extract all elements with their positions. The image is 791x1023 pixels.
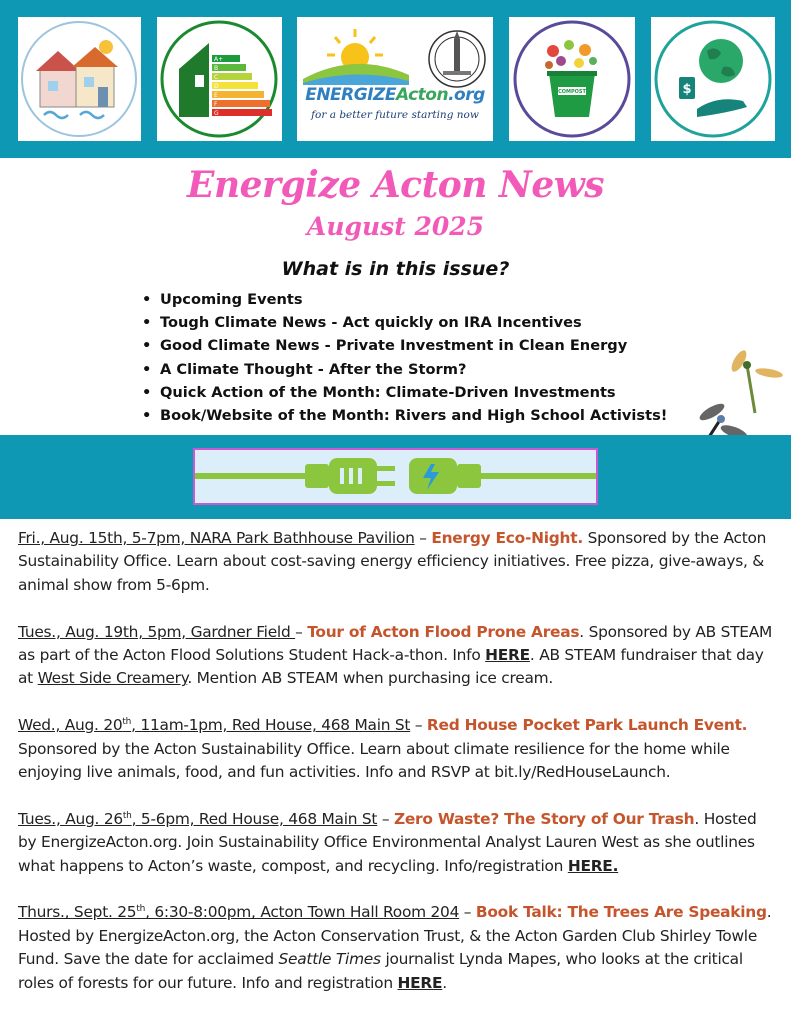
compost-bin-icon [509,17,635,141]
compost-tile [509,17,635,141]
event-item [18,527,778,597]
event-item [18,901,778,995]
dash: – [295,622,308,641]
rating-letter: D [214,83,219,90]
rating-letter: F [214,101,218,108]
event-description: Sponsored by the Acton Sustainability Office. Learn about cost-saving energy efficiency initiatives. Free pizza, give-aways, & animal show from 5-6pm. [18,529,767,594]
event-date: Fri., Aug. 15th, 5-7pm, NARA Park Bathhouse Pavilion [18,529,415,547]
sun-hills-logo-icon [297,17,493,141]
events-list [18,527,778,1018]
event-description: . [442,973,447,992]
ordinal-suffix: th [136,904,146,915]
registration-link[interactable]: HERE [397,973,443,992]
dash: – [414,529,432,547]
event-description: . Hosted by EnergizeActon.org. Join Sustainability Office Environmental Analyst Lauren West as she outlines what happens to Acton’s waste, compost, and recycling. Info/registration [18,809,757,875]
creamery-link[interactable]: West Side Creamery [37,669,188,688]
ordinal-suffix: th [122,810,132,821]
dash: – [377,809,394,828]
event-date [18,903,459,921]
event-item [18,714,778,784]
event-date-part: , 11am-1pm, Red House, 468 Main St [131,716,411,735]
event-date-part: , 6:30-8:00pm, Acton Town Hall Room 204 [145,903,460,922]
info-link[interactable]: HERE [485,646,530,665]
event-title: Book Talk: The Trees Are Speaking [475,903,767,922]
dash: – [410,716,427,735]
event-date [18,810,377,828]
contents-item: • Book/Website of the Month: Rivers and High School Activists! [142,404,667,427]
contents-list [142,288,667,427]
registration-link[interactable]: HERE. [567,856,619,875]
event-description: . Sponsored by AB STEAM as part of the Acton Flood Solutions Student Hack-a-thon. Info [18,622,773,665]
energy-rating-tile [157,17,282,141]
house-heat-pump-tile [18,17,141,141]
logo-wordmark-part: Acton [395,85,449,105]
event-title: Tour of Acton Flood Prone Areas [307,622,580,641]
newsletter-title: Energize Acton News [187,164,604,206]
event-item [18,808,778,878]
energize-acton-logo [297,17,493,141]
compost-label: COMPOST [558,89,586,95]
green-investment-globe-icon [651,17,775,141]
contents-heading: What is in this issue? [281,258,510,280]
rating-letter: A+ [214,56,224,63]
rating-letter: C [214,74,219,81]
event-date [18,716,410,734]
event-date-part: , 5-6pm, Red House, 468 Main St [131,809,378,828]
event-description: . Hosted by EnergizeActon.org, the Acton Conservation Trust, & the Acton Garden Club Shirley Towle Fund. Save the date for acclaimed [18,903,772,969]
event-description: . Mention AB STEAM when purchasing ice cream. [187,669,554,688]
svg-text:$: $ [682,82,692,97]
newsletter-issue-date: August 2025 [306,212,485,241]
event-title: Energy Eco-Night. [431,529,583,547]
event-date-part: Tues., Aug. 26 [18,809,123,828]
rating-letter: G [214,110,219,117]
event-date: Tues., Aug. 19th, 5pm, Gardner Field [18,622,296,641]
publication-name: Seattle Times [278,950,381,969]
rating-letter: B [214,65,219,72]
energy-rating-house-icon [157,17,282,141]
event-item [18,621,778,691]
contents-item: • Quick Action of the Month: Climate-Driven Investments [142,381,667,404]
dash: – [459,903,476,922]
contents-item: • A Climate Thought - After the Storm? [142,358,667,381]
event-title: Zero Waste? The Story of Our Trash [393,809,695,828]
event-date-part: Thurs., Sept. 25 [18,903,137,922]
event-description: Sponsored by the Acton Sustainability Office. Learn about climate resilience for the home while enjoying live animals, food, and fun activities. Info and RSVP at bit.ly/RedHouseLaunch. [18,739,730,782]
contents-item: • Tough Climate News - Act quickly on IRA Incentives [142,311,667,334]
green-investment-tile [651,17,775,141]
logo-wordmark [297,85,493,105]
logo-wordmark-part: .org [448,85,485,105]
event-description: journalist Lynda Mapes, who looks at the critical roles of forests for our future. Info and registration [18,950,743,992]
plug-socket-icon [195,450,596,503]
plug-graphic [193,448,598,505]
contents-item: • Good Climate News - Private Investment in Clean Energy [142,334,667,357]
logo-tagline: for a better future starting now [311,109,479,121]
house-heat-pump-icon [18,17,141,141]
event-title: Red House Pocket Park Launch Event. [426,716,748,735]
logo-wordmark-part: ENERGIZE [305,85,396,105]
ordinal-suffix: th [122,717,132,728]
event-description: . AB STEAM fundraiser that day at [18,646,764,688]
rating-letter: E [214,92,218,99]
contents-item: • Upcoming Events [142,288,667,311]
event-date-part: Wed., Aug. 20 [18,716,123,735]
